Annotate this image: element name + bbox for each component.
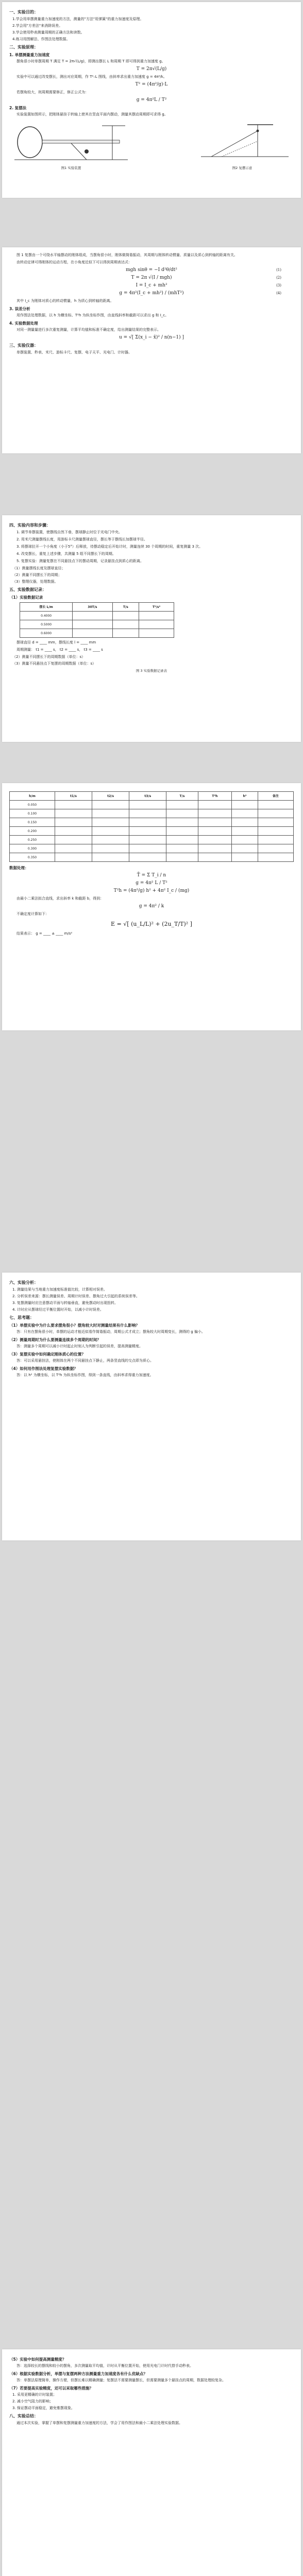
question: （1）单摆实验中为什么要求摆角很小？摆角较大时对测量结果有什么影响？ [9,1323,140,1328]
analysis-heading: 六、实验分析： [9,1280,38,1285]
paragraph: 1. 调节单摆装置，使摆线自然下垂，摆球静止时位于光电门中央。 [16,530,122,534]
paragraph: 由转动定律可得刚体的运动方程，在小角度近似下可以得到周期表达式： [16,260,132,264]
formula: I = I_c + mh² (3) [136,283,281,288]
table-header-cell: 摆长 L/m [20,603,73,612]
table-cell [112,612,139,620]
answer: 答：只有在摆角很小时，单摆的运动才能近似看作简谐振动，周期公式才成立；摆角较大时周期变长，测得的 g 偏小。 [16,1330,205,1334]
principle-heading: 二、实验原理： [9,45,38,49]
paragraph: 对同一测量量进行多次重复测量，计算平均值和标准不确定度，给出测量结果的完整表示。 [16,328,161,332]
table-header-cell: h² [232,792,258,801]
step-item: （1）测量摆线长度及摆球直径； [12,566,65,570]
table-cell: 0.200 [10,827,55,836]
table-row [20,629,174,638]
question: （6）根据实验数据分析，单摆与复摆两种方法测量重力加速度各有什么优缺点？ [9,2371,147,2376]
table-cell [73,612,112,620]
table-header-row [20,603,174,612]
paragraph: 由最小二乘法拟合直线，求出斜率 k 和截距 b，得到： [16,896,104,901]
figure-caption: 图 3 实验数据记录表 [136,669,167,673]
figure-caption: 图1 实验装置 [61,166,81,170]
principle-paragraph: 摆角很小时单摆周期 T 满足 T = 2π√(L/g)，即测出摆长 L 和周期 T 即可得到重力加速度 g。 [16,59,165,63]
table-header-cell: t1/s [55,792,92,801]
table-row [10,801,294,809]
document-page-5 [2,1273,301,1540]
objective-item: 2.学会用"方差法"来消除误差。 [12,24,63,28]
document-page-4 [2,783,301,1030]
paragraph: 5. 复摆实验：测量复摆在不同悬挂点下的摆动周期，记录悬挂点到质心的距离。 [16,559,144,563]
table-header-cell: t2/s [92,792,129,801]
figure-row [9,121,294,173]
procedure-heading: 四、实验内容和步骤： [9,523,50,528]
list-item: 2. 减小空气阻力的影响； [12,2399,53,2403]
table-cell: 0.5000 [20,620,73,629]
table-row [20,620,174,629]
calc-heading: 数据处理： [9,866,29,870]
instruments-heading: 三、实验仪器： [9,343,38,348]
answer: 答：单摆法原理简单，操作方便，但摆长难以精确测量；复摆法不需要测量摆长，但需要测量多个悬挂点的周期，数据处理较复杂。 [16,2378,226,2382]
principle-subheading: 2. 复摆法 [9,106,27,110]
record-line: 摆球直径 d = ____ mm，摆线长度 l = ____ mm [16,640,96,645]
record-line: 周期测量： t1 = ____ s， t2 = ____ s， t3 = ____ s [16,648,103,652]
paragraph: 图 1 复摆由一个可绕水平轴摆动的刚体组成，当摆角很小时，刚体做简谐振动，其周期与刚体转动惯量、质量以及质心到转轴的距离有关。 [16,253,238,257]
table-cell: 0.150 [10,818,55,827]
step-item: （3）整理仪器，处理数据。 [12,580,58,584]
paragraph: 用作图法处理数据，以 h 为横坐标、T²h 为纵坐标作图，由直线斜率和截距可以求出 g 和 I_c。 [16,313,169,317]
formula: T = 2π√(L/g) [136,66,167,72]
paragraph: 3. 将摆球拉开一个小角度（小于5°）后释放，待摆动稳定后开始计时，测量连续 30 个周期的时间，重复测量 3 次。 [16,545,203,549]
formula: T = 2π √(I / mgh) (2) [131,275,281,280]
table-note: （3）测量不同悬挂点下复摆的周期数据（单位：s） [12,662,96,666]
summary-heading: 八、实验总结： [9,2414,38,2418]
table-row [10,818,294,827]
table-cell: 0.6000 [20,629,73,638]
table-cell [139,612,174,620]
figure-2 [191,121,294,173]
summary-text: 通过本次实验，掌握了单摆和复摆测量重力加速度的方法，学会了用作图法和最小二乘法处理实验数据。 [16,2421,182,2425]
table-header-row [10,792,294,801]
question: （4）如何用作图法处理复摆实验数据？ [9,1366,78,1371]
table-header-cell: T/s [166,792,198,801]
formula: T̄ = Σ T_i / n [137,873,166,878]
table-header-cell: T²/s² [139,603,174,612]
table-cell: 0.100 [10,809,55,818]
table-cell: 0.050 [10,801,55,809]
answer: 答：测量多个周期可以减小计时起止时刻人为判断引起的误差，提高测量精度。 [16,1344,143,1348]
table-header-cell: 备注 [258,792,293,801]
document-page-1 [2,2,301,198]
pendulum-apparatus-illustration [9,121,133,162]
table-header-cell: T²h [198,792,232,801]
uncertainty-formula: E = √[ (u_L/L)² + (2u_T/T)² ] [111,921,192,927]
paragraph: 不确定度计算如下： [16,912,49,916]
formula: T²h = (4π²/g) h² + 4π² I_c / (mg) [113,888,190,893]
principle-paragraph: 实验中可以通过改变摆长，测出对应周期，作 T²–L 图线，由斜率求出重力加速度 g = 4π²/k。 [16,75,167,79]
objective-item: 1.学会用单摆测量重力加速度的方法，测量的"方法"用弹簧"的重力加速度及原理。 [12,17,144,21]
question: （3）复摆实验中如何确定刚体质心的位置？ [9,1352,86,1357]
answer: 答：选择较长的摆线和较小的摆角，多次测量取平均值，计时从平衡位置开始，使用光电门计时代替手动秒表。 [16,2364,193,2368]
paragraph: 其中 I_c 为刚体对质心的转动惯量，h 为质心到转轴的距离。 [16,299,114,303]
table-cell: 0.350 [10,853,55,862]
analysis-item: 1. 测量结果与当地重力加速度标准值比较，计算相对误差。 [12,1287,107,1292]
paragraph: 4. 改变摆长，重复上述步骤，共测量 5 组不同摆长下的周期。 [16,552,116,556]
document-page-3 [2,515,301,742]
table-note: （2）测量不同摆长下的周期数据（单位：s） [12,655,86,659]
formula: g = 4π² L / T² [136,880,167,886]
table-cell [112,629,139,638]
table-row [20,612,174,620]
table-row [10,836,294,844]
paragraph: 2. 用米尺测量摆线长度，用游标卡尺测量摆球直径，摆长等于摆线长加摆球半径。 [16,537,147,541]
list-item: 1. 采用更精确的计时装置； [12,2393,57,2397]
subheading: 3. 误差分析 [9,307,30,311]
table-cell: 0.300 [10,844,55,853]
table-cell [139,620,174,629]
formula: u = √[ Σ(x_i − x̄)² / n(n−1) ] [119,335,184,340]
instruments-text: 单摆装置、秒表、米尺、游标卡尺、复摆、电子天平、光电门、计时器。 [16,350,132,354]
figure-1 [9,121,133,173]
question: （5）实验中如何提高测量精度？ [9,2357,66,2362]
principle-paragraph: 若摆角较大，则周期需要修正，修正公式为： [16,90,89,94]
compound-pendulum-diagram [191,121,294,162]
formula: mgh sinθ = −I d²θ/dt² (1) [126,267,281,273]
objectives-heading: 一、实验目的： [9,10,38,14]
list-item: 3. 保证摆动平面稳定，避免锥摆现象。 [12,2406,75,2410]
step-item: （2）测量不同摆长下的周期； [12,573,62,577]
table-cell: 0.250 [10,836,55,844]
table-header-cell: h/m [10,792,55,801]
document-page-2 [2,247,301,453]
formula: T² = (4π²/g)·L [135,82,168,87]
table-cell [73,620,112,629]
table-header-cell: T/s [112,603,139,612]
document-page-6 [2,2349,301,2576]
formula: g = 4π² / k [139,904,164,909]
table-row [10,853,294,862]
data-heading: 五、实验数据记录： [9,587,46,592]
table-row [10,844,294,853]
analysis-item: 2. 分析误差来源：摆长测量误差、周期计时误差、摆角过大引起的系统误差等。 [12,1294,140,1298]
answer: 答：可以采用悬挂法，使刚体在两个不同悬挂点下静止，两条竖直线的交点即为质心。 [16,1359,154,1363]
table-row [10,827,294,836]
principle-paragraph: 实验装置如图所示，把刚体悬挂于转轴上使其在竖直平面内摆动，测量其摆动周期即可求得 g。 [16,112,168,116]
table-caption: （1）实验数据记录 [9,595,43,600]
table-header-cell: 30T/s [73,603,112,612]
table-cell [112,620,139,629]
data-table-2 [9,791,294,862]
table-row [10,809,294,818]
table-header-cell: t3/s [129,792,166,801]
objective-item: 3.学会使用秒表测量周期的正确方法和读数。 [12,30,85,35]
figure-caption: 图2 复摆示意 [232,166,252,170]
analysis-item: 3. 复摆测量时应注意摆动平面与转轴垂直，避免摆动时出现扭转。 [12,1301,118,1305]
result-line: 结果表示： g = ____ ± ____ m/s² [16,931,73,936]
question: （2）测量周期时为什么要测量连续多个周期的时间？ [9,1337,101,1342]
questions-heading: 七、思考题： [9,1315,34,1320]
data-table-1 [20,602,174,638]
objective-item: 4.练习用图解法、作图法处理数据。 [12,37,70,41]
principle-subheading: 1. 单摆测量重力加速度 [9,53,50,57]
subheading: 4. 实验数据处理 [9,321,38,326]
table-cell: 0.4000 [20,612,73,620]
table-cell [139,629,174,638]
formula: g = 4π²(I_c + mh²) / (mhT²) (4) [119,291,281,296]
analysis-item: 4. 计时应从摆球经过平衡位置时开始，以减小计时误差。 [12,1308,104,1312]
table-cell [73,629,112,638]
answer: 答：以 h² 为横坐标，以 T²h 为纵坐标作图，得到一条直线，由斜率求得重力加速度。 [16,1373,154,1377]
question: （7）若要提高实验精度，还可以采取哪些措施？ [9,2386,93,2391]
formula: g = 4π²L / T² [136,97,167,103]
